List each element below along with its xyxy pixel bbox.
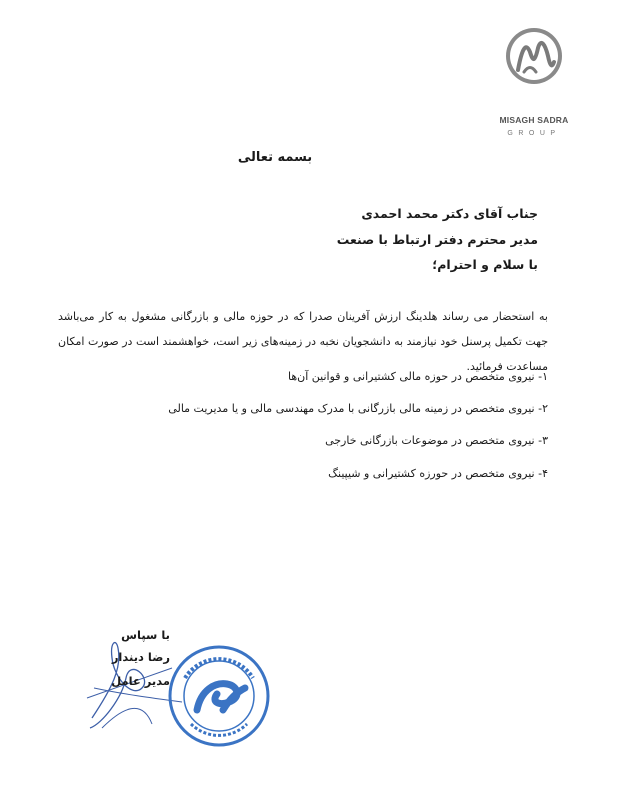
greeting: با سلام و احترام؛ (432, 257, 538, 272)
recipient-title: مدیر محترم دفتر ارتباط با صنعت (336, 232, 538, 247)
signature-thanks: با سپاس (121, 628, 170, 642)
signer-title: مدیر عامل (111, 674, 170, 688)
list-item: ۳- نیروی متخصص در موضوعات بازرگانی خارجی (325, 434, 548, 447)
letter-body: به استحضار می رساند هلدینگ ارزش آفرینان صدرا که در حوزه مالی و بازرگانی مشغول به کار می‌باشد جهت تکمیل پرسنل خود نیازمند به دانشجویان نخبه در زمینه‌های زیر است، خواهشمند است در صورت امکان مساعدت فرمائید. (58, 310, 548, 373)
list-item: ۴- نیروی متخصص در حورزه کشتیرانی و شیپینگ (328, 467, 548, 480)
misagh-sadra-logo-icon (504, 26, 564, 86)
company-logo (494, 26, 574, 137)
company-stamp-icon (167, 644, 271, 748)
recipient-name: جناب آقای دکتر محمد احمدی (361, 206, 538, 221)
signer-name: رضا دیندار (111, 650, 170, 664)
logo-company-name: MISAGH SADRA (499, 115, 569, 125)
basmala-heading: بسمه تعالی (237, 150, 313, 165)
logo-group-label: GROUP (507, 130, 561, 137)
list-item: ۲- نیروی متخصص در زمینه مالی بازرگانی با مدرک مهندسی مالی و یا مدیریت مالی (168, 402, 548, 415)
list-item: ۱- نیروی متخصص در حوزه مالی کشتیرانی و قوانین آن‌ها (288, 370, 548, 383)
